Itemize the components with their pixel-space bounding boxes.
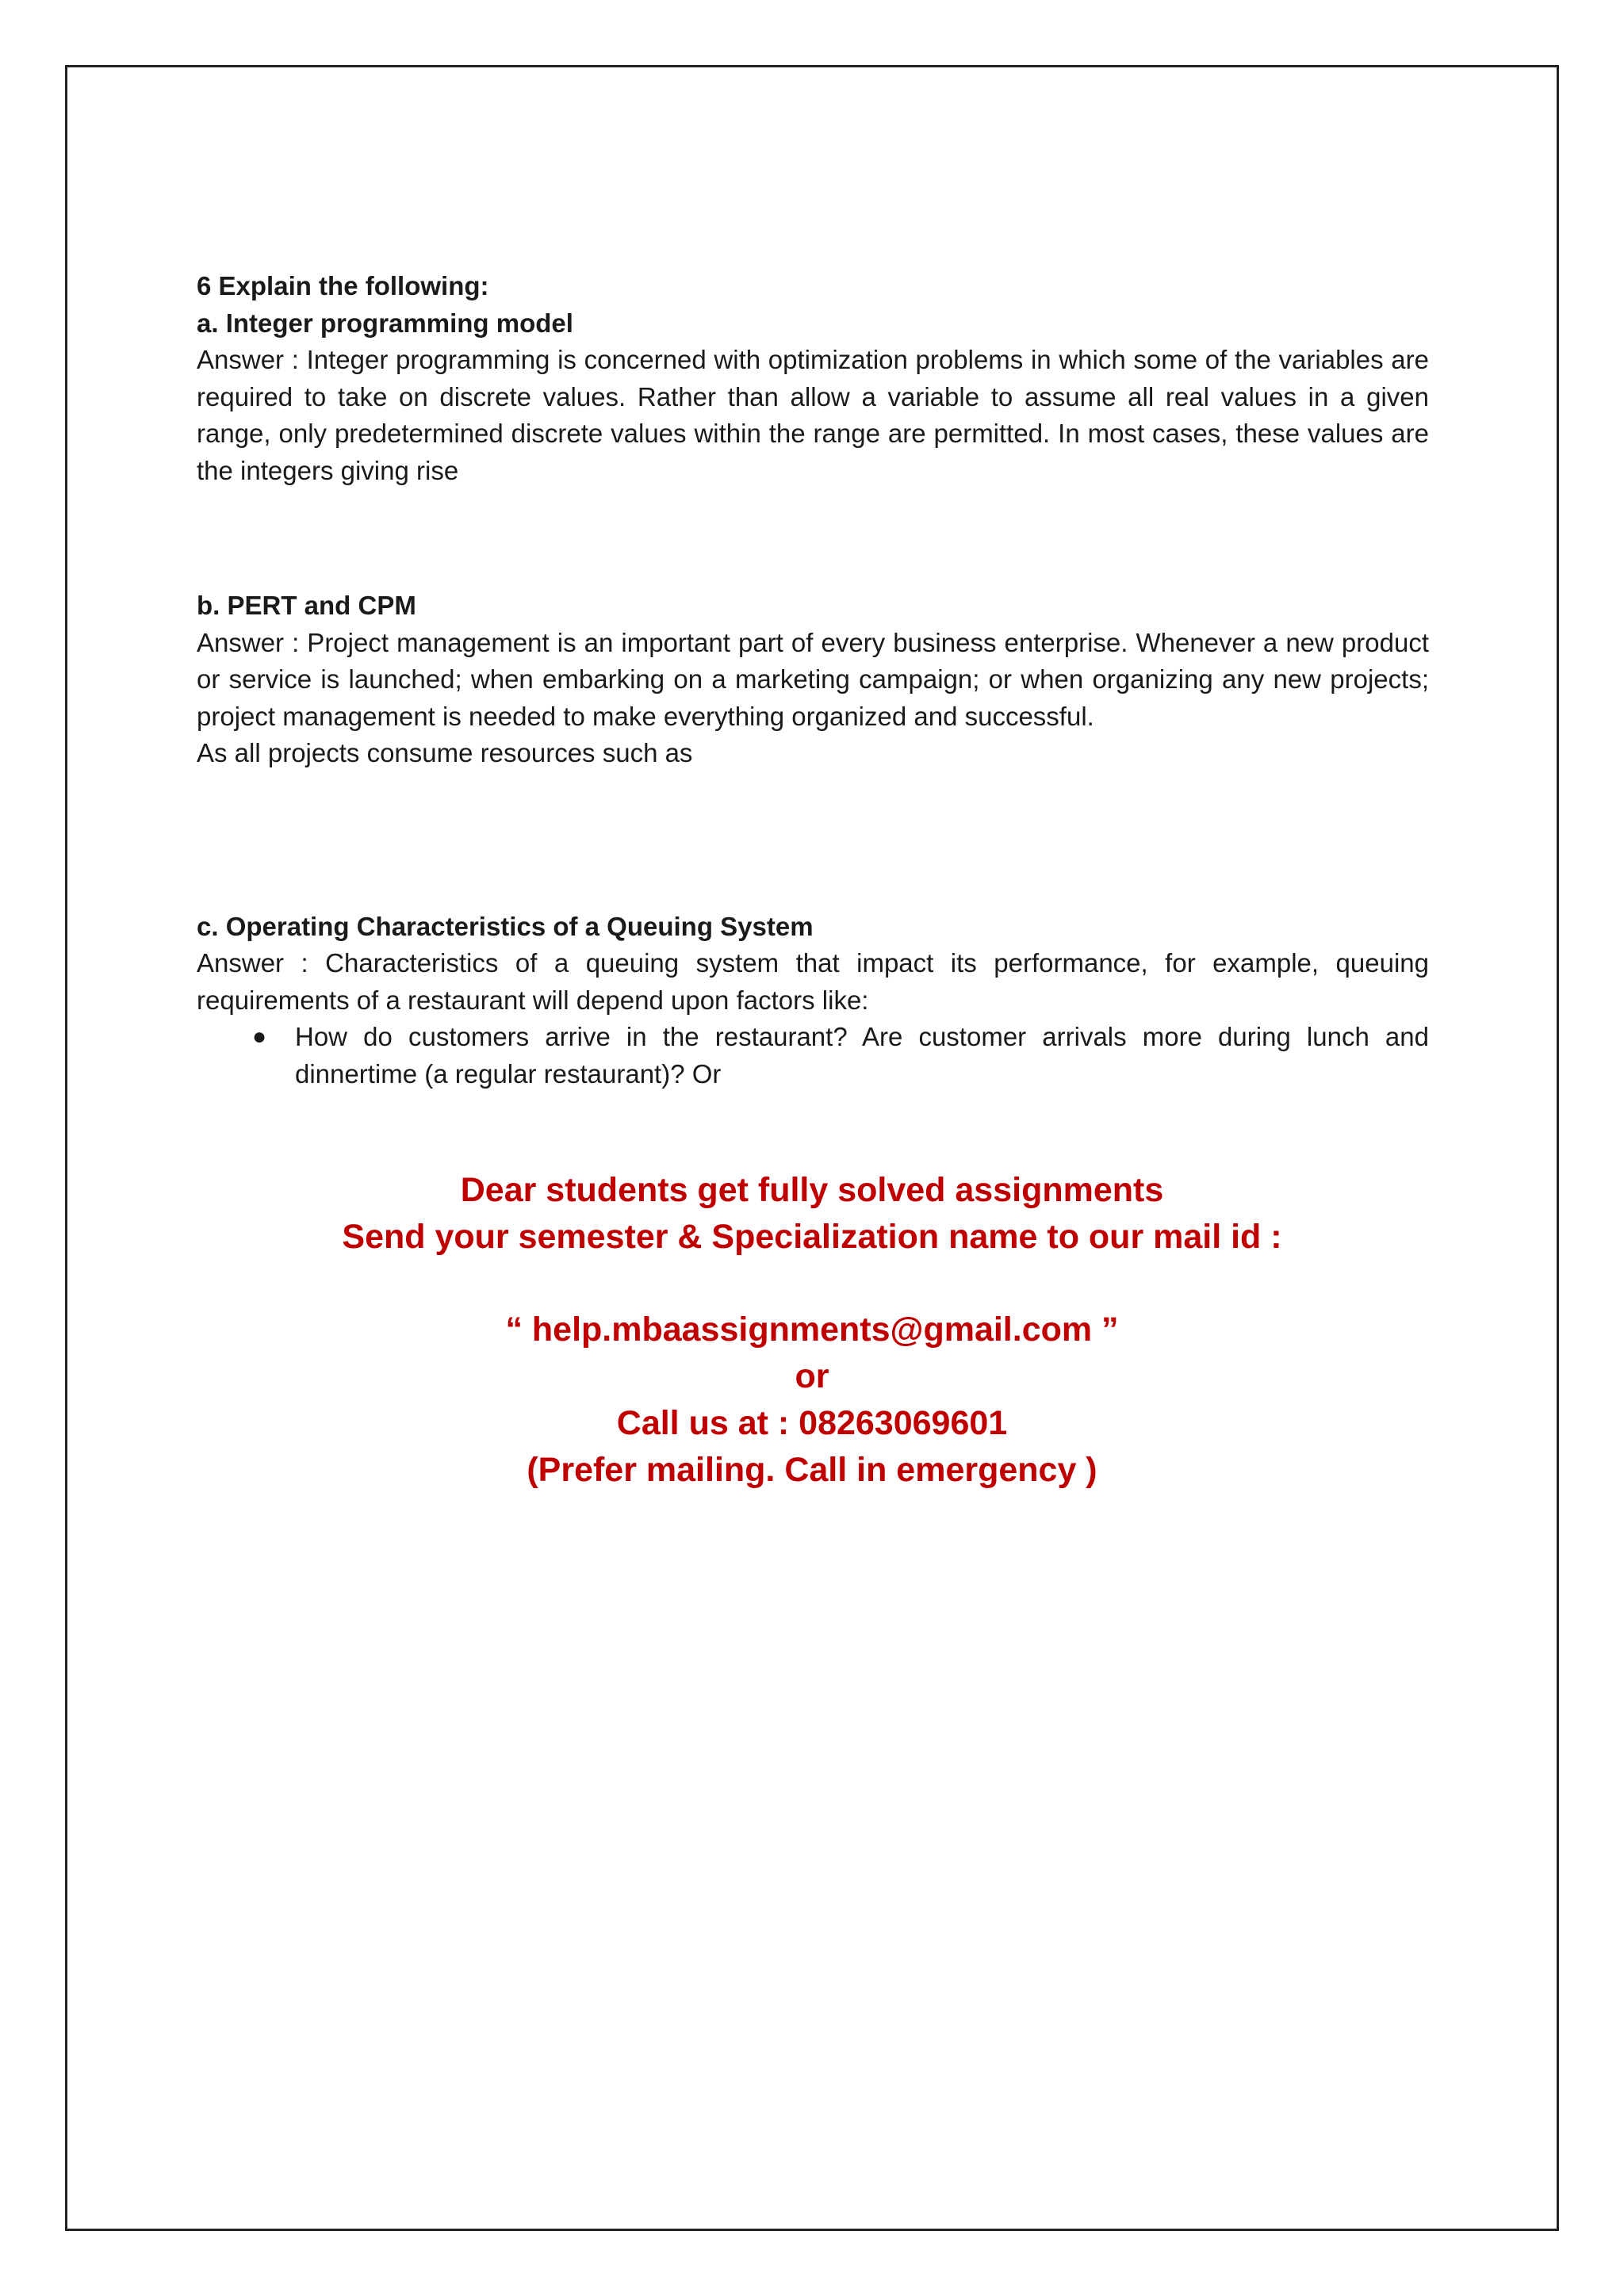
spacer [65,1261,1559,1307]
section-c [197,909,1429,1093]
section-b-answer-continued: As all projects consume resources such as [197,738,693,767]
promo-line-2: Send your semester & Specialization name to our mail id : [342,1218,1282,1256]
section-a-heading: a. Integer programming model [197,308,573,338]
section-b [197,587,1429,772]
spacer [197,489,1429,587]
question-title: 6 Explain the following: [197,271,489,300]
section-c-bullet-list [197,1019,1429,1093]
promo-block [65,1167,1559,1494]
spacer [197,772,1429,909]
section-a-answer: Answer : Integer programming is concerned with optimization problems in which some of the variables are required to take on discrete values. Rather than allow a variable to assume all real values in a given range, only predetermined discrete values within the range are permitted. In most cases, these values are the integers giving rise [197,345,1429,485]
section-b-answer: Answer : Project management is an important part of every business enterprise. Whenever a new product or service is launched; when embarking on a marketing campaign; or when organizing any new projects; project management is needed to make everything organized and successful. [197,627,1429,731]
list-item [197,1019,1429,1093]
promo-phone[interactable]: Call us at : 08263069601 [616,1404,1008,1442]
promo-or: or [795,1357,829,1395]
bullet-text: How do customers arrive in the restaurant? Are customer arrivals more during lunch and dinnertime (a regular restaurant)? Or [295,1022,1429,1089]
section-c-heading: c. Operating Characteristics of a Queuing System [197,911,814,941]
bullet-icon: ● [252,1024,267,1050]
section-c-answer: Answer : Characteristics of a queuing system that impact its performance, for example, queuing requirements of a restaurant will depend upon factors like: [197,948,1429,1015]
document-body [197,268,1429,1093]
promo-note: (Prefer mailing. Call in emergency ) [527,1451,1097,1489]
section-b-heading: b. PERT and CPM [197,591,416,620]
section-a [197,305,1429,490]
promo-email[interactable]: “ help.mbaassignments@gmail.com ” [505,1311,1119,1349]
promo-line-1: Dear students get fully solved assignments [460,1171,1164,1209]
